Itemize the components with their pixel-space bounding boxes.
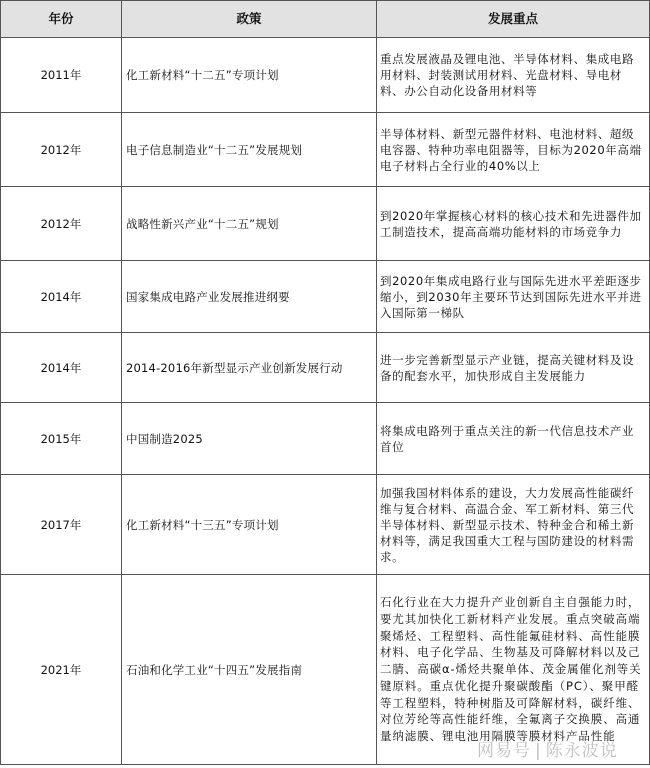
focus-cell: 到2020年掌握核心材料的核心技术和先进器件加工制造技术，提高高端功能材料的市场竞争力 (377, 187, 650, 261)
policy-cell: 国家集成电路产业发展推进纲要 (122, 261, 377, 333)
watermark-account: 陈永波说 (545, 741, 618, 761)
policy-cell: 化工新材料“十二五”专项计划 (122, 38, 377, 113)
year-cell: 2012年 (1, 113, 122, 187)
header-policy: 政策 (122, 1, 377, 38)
policy-cell: 中国制造2025 (122, 403, 377, 475)
policy-cell: 2014-2016年新型显示产业创新发展行动 (122, 333, 377, 403)
focus-cell: 半导体材料、新型元器件材料、电池材料、超级电容器、特种功率电阻器等，目标为2020年高端电子材料占全行业的40%以上 (377, 113, 650, 187)
focus-cell: 石化行业在大力提升产业创新自主自强能力时，要尤其加快化工新材料产业发展。重点突破高端聚烯烃、工程塑料、高性能氟硅材料、高性能膜材料、电子化学品、生物基及可降解材料以及己二腈、高碳α-烯烃共聚单体、茂金属催化剂等关键原料。重点优化提升聚碳酸酯（PC）、聚甲醛等工程塑料，特种树脂及可降解材料，碳纤维、对位芳纶等高性能纤维，全氟离子交换膜、高通量纳滤膜、锂电池用隔膜等膜材料产品性能 (377, 575, 650, 765)
header-row (1, 1, 650, 38)
table-row (1, 38, 650, 113)
focus-cell: 进一步完善新型显示产业链，提高关键材料及设备的配套水平，加快形成自主发展能力 (377, 333, 650, 403)
year-cell: 2014年 (1, 333, 122, 403)
focus-cell: 将集成电路列于重点关注的新一代信息技术产业首位 (377, 403, 650, 475)
watermark-separator: | (535, 741, 542, 761)
table-row (1, 475, 650, 575)
table-row (1, 187, 650, 261)
year-cell: 2015年 (1, 403, 122, 475)
table-row (1, 261, 650, 333)
table-row (1, 403, 650, 475)
policy-cell: 战略性新兴产业“十二五”规划 (122, 187, 377, 261)
table-row (1, 113, 650, 187)
policy-cell: 石油和化学工业“十四五”发展指南 (122, 575, 377, 765)
year-cell: 2021年 (1, 575, 122, 765)
table-row (1, 333, 650, 403)
watermark-site: 网易号 (477, 741, 531, 761)
policy-cell: 电子信息制造业“十二五”发展规划 (122, 113, 377, 187)
focus-cell: 重点发展液晶及锂电池、半导体材料、集成电路用材料、封装测试用材料、光盘材料、导电材料、办公自动化设备用材料等 (377, 38, 650, 113)
watermark (477, 736, 618, 761)
year-cell: 2017年 (1, 475, 122, 575)
focus-cell: 到2020年集成电路行业与国际先进水平差距逐步缩小，到2030年主要环节达到国际先进水平并进入国际第一梯队 (377, 261, 650, 333)
header-year: 年份 (1, 1, 122, 38)
focus-cell: 加强我国材料体系的建设，大力发展高性能碳纤维与复合材料、高温合金、军工新材料、第三代半导体材料、新型显示技术、特种金合和稀土新材料等，满足我国重大工程与国防建设的材料需求。 (377, 475, 650, 575)
header-focus: 发展重点 (377, 1, 650, 38)
policy-cell: 化工新材料“十三五”专项计划 (122, 475, 377, 575)
year-cell: 2012年 (1, 187, 122, 261)
year-cell: 2011年 (1, 38, 122, 113)
year-cell: 2014年 (1, 261, 122, 333)
